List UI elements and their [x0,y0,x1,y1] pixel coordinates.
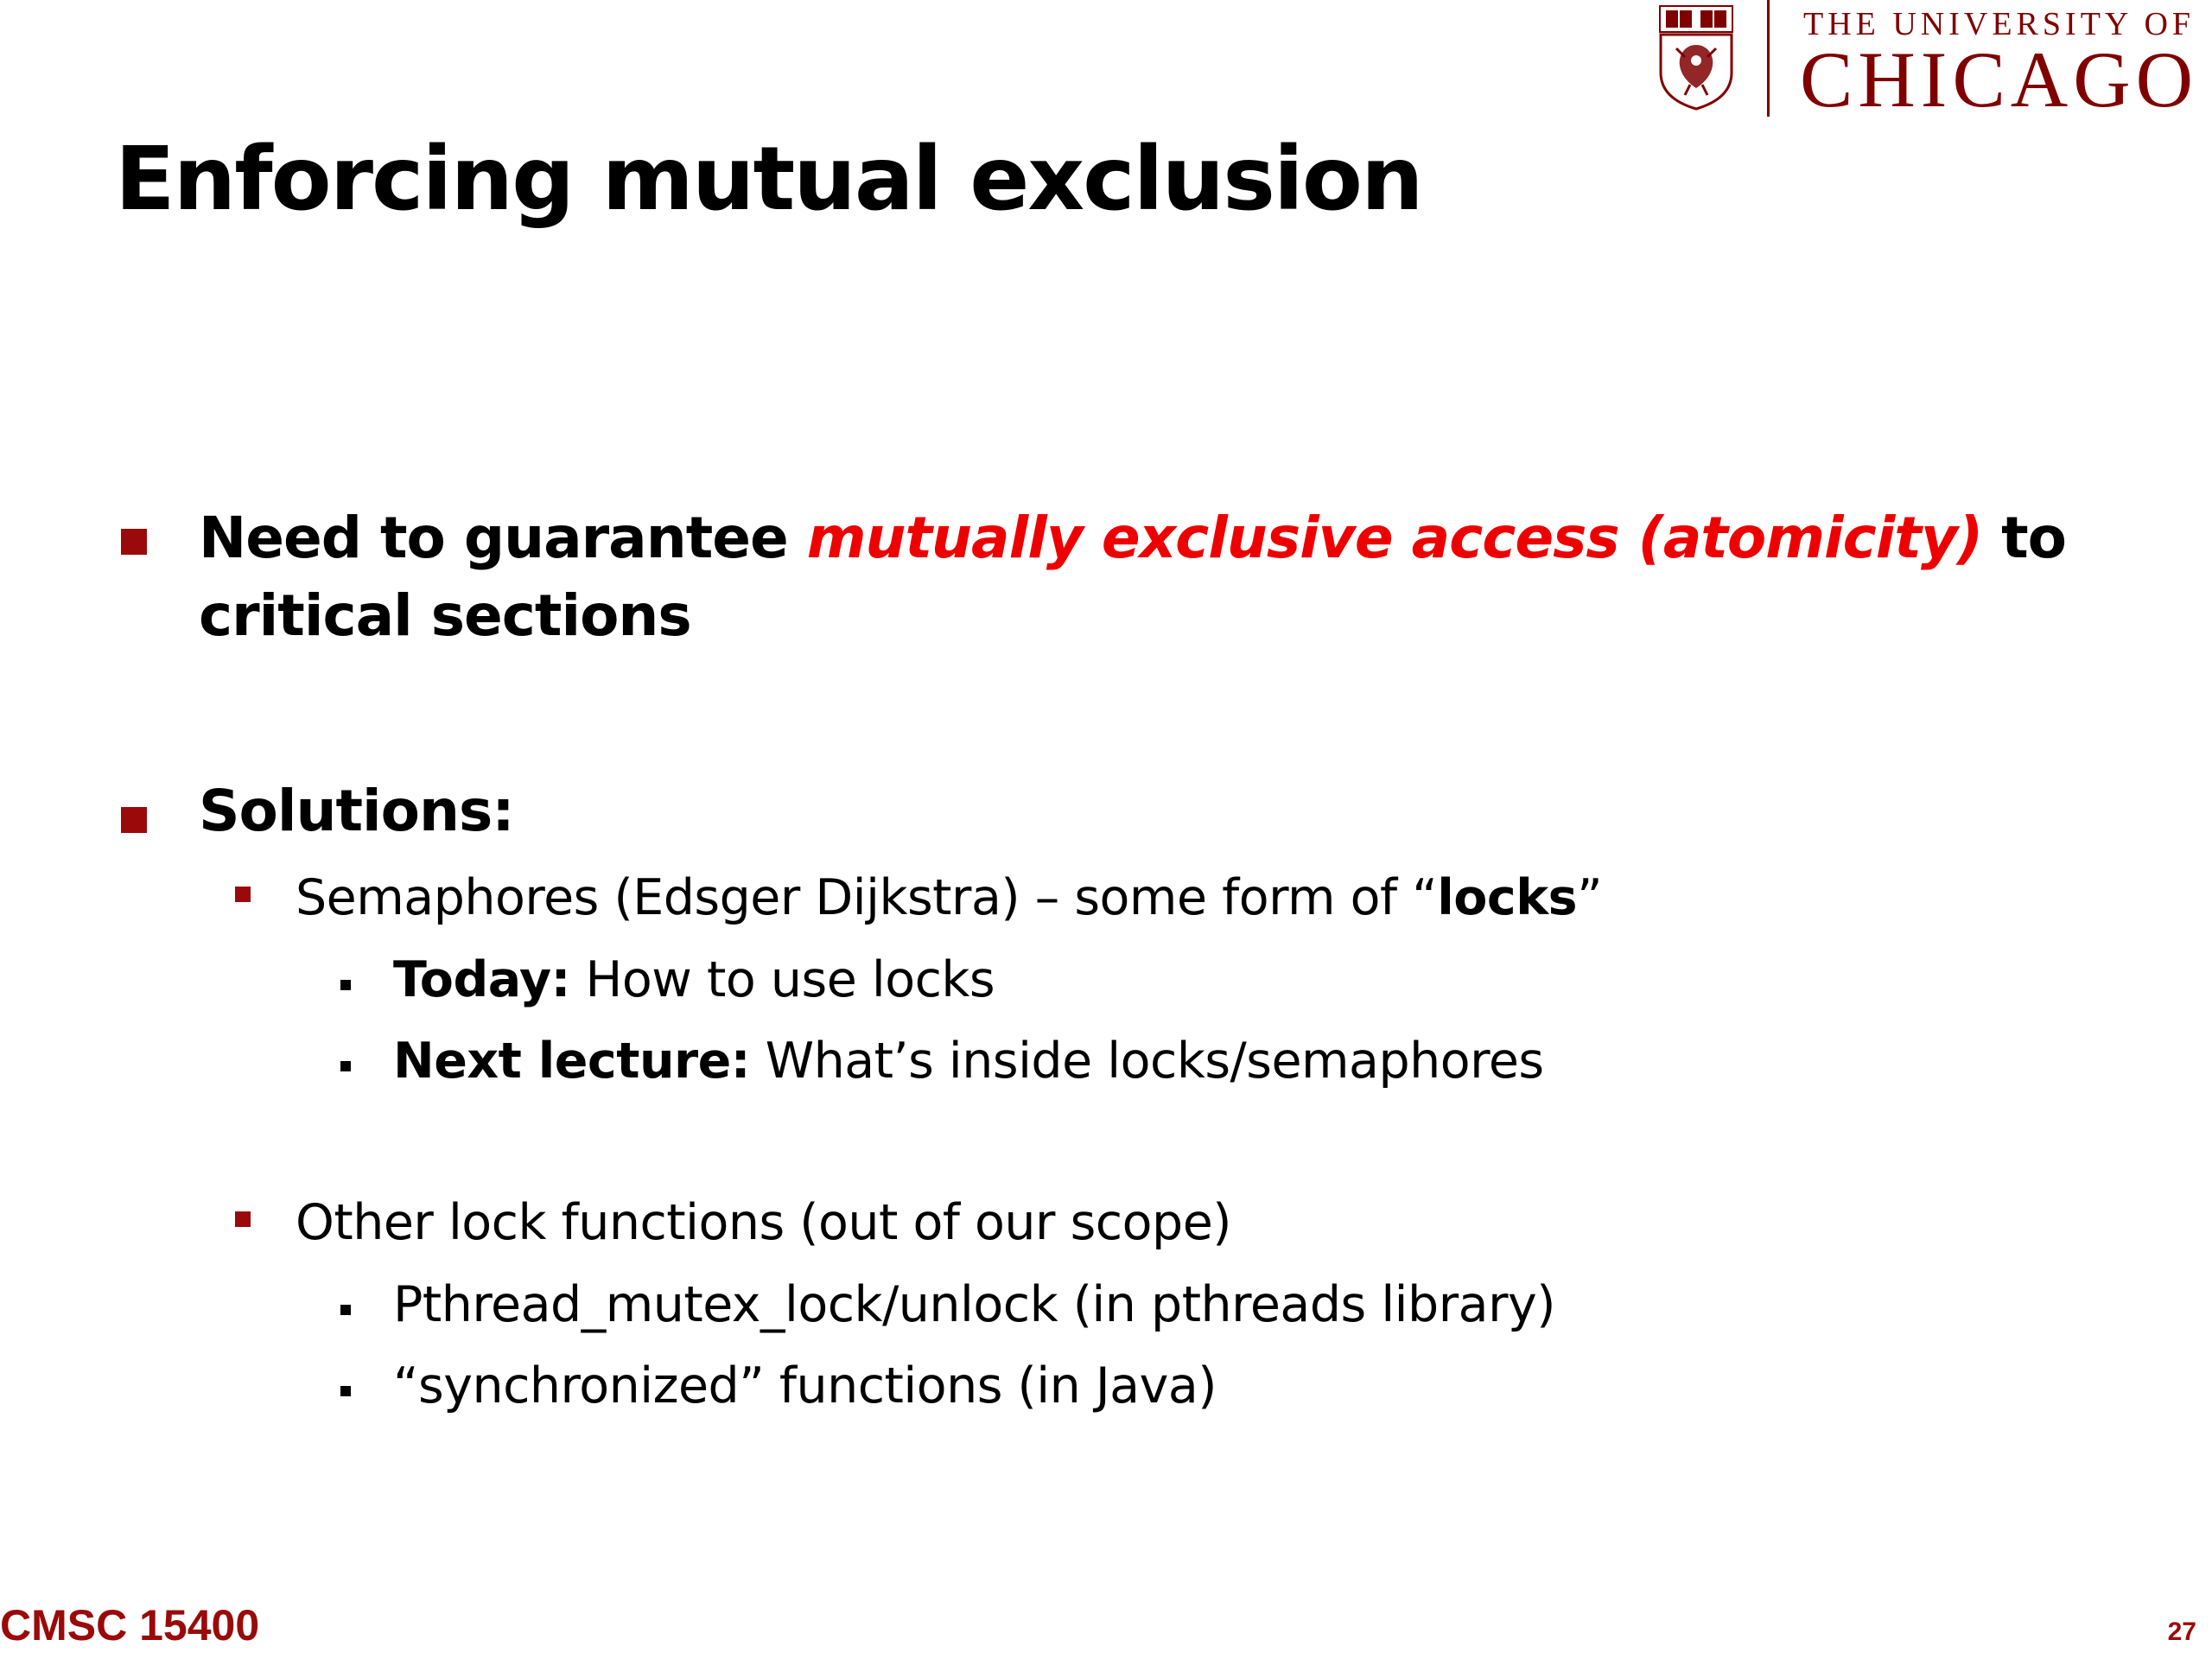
semaphores-close-quote: ” [1577,869,1603,926]
page-number: 27 [2167,1618,2196,1646]
next-lecture-text: What’s inside locks/semaphores [750,1033,1544,1090]
logo-main-line: CHICAGO [1800,35,2199,124]
item-synchronized: “synchronized” functions (in Java) [393,1357,1217,1414]
small-bullet-icon [340,980,351,990]
semaphores-text: Semaphores (Edsger Dijkstra) – some form of “ [296,869,1438,926]
bullet-square-icon [121,529,147,555]
sub-bullet-square-icon [235,1211,251,1227]
small-bullet-icon [340,1305,351,1315]
next-lecture-label: Next lecture: [393,1033,751,1090]
logo-top-line: THE UNIVERSITY OF [1803,6,2196,42]
university-crest-icon [1659,5,1733,111]
logo-divider [1767,0,1770,117]
bullet-mutual-exclusion [199,505,2066,571]
course-label: CMSC 15400 [0,1601,260,1649]
slide-title: Enforcing mutual exclusion [115,128,1422,231]
university-logo [1659,0,2212,124]
bullet-solutions: Solutions: [199,778,514,844]
bullet-suffix: to [1982,505,2067,571]
bullet-square-icon [121,807,147,833]
small-bullet-icon [340,1061,351,1071]
small-bullet-icon [340,1386,351,1396]
sub-bullet-semaphores [296,869,1602,926]
bullet-prefix: Need to guarantee [199,505,807,571]
sub-bullet-other-lock-functions: Other lock functions (out of our scope) [296,1194,1232,1251]
emphasis-text: mutually exclusive access (atomicity) [806,505,1983,571]
bullet-mutual-exclusion-line2: critical sections [199,582,691,649]
sub-bullet-square-icon [235,887,251,902]
item-today [393,951,995,1008]
today-text: How to use locks [569,951,995,1008]
item-pthread: Pthread_mutex_lock/unlock (in pthreads library) [393,1276,1555,1333]
locks-bold: locks [1437,869,1578,926]
item-next-lecture [393,1033,1544,1090]
today-label: Today: [393,951,570,1008]
